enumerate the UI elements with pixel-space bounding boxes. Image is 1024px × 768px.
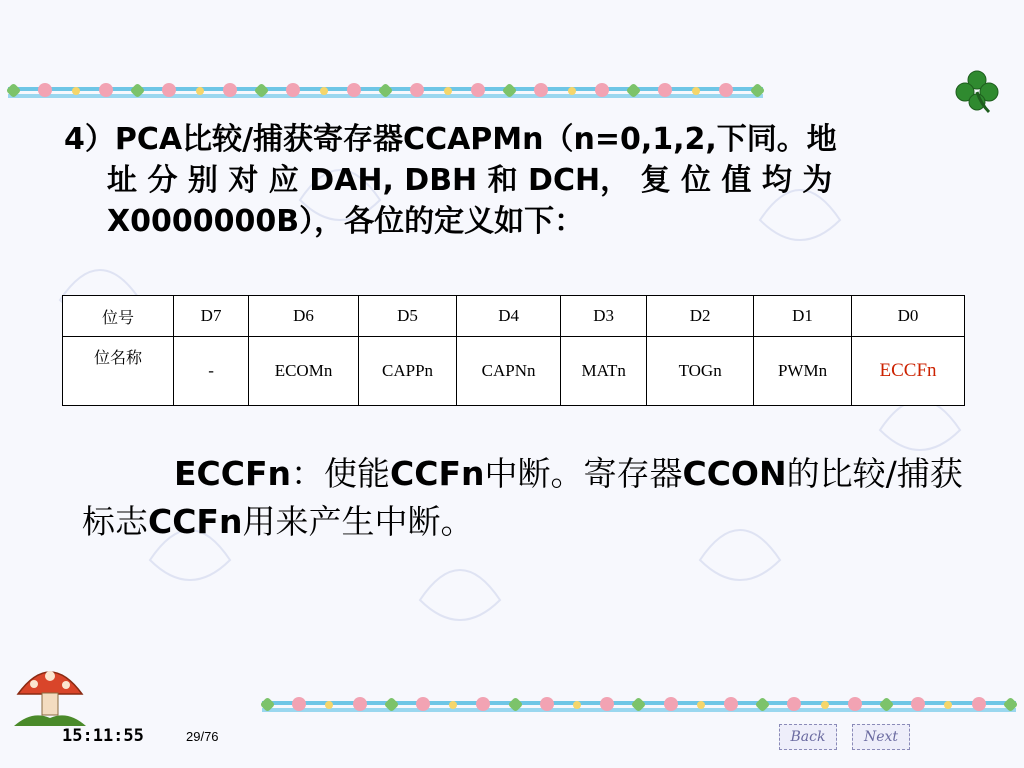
- table-cell-highlight: ECCFn: [852, 337, 965, 406]
- table-cell: D4: [457, 296, 561, 337]
- description-term: CCFn: [390, 454, 485, 493]
- back-button-label: Back: [790, 729, 826, 745]
- table-cell: D5: [359, 296, 457, 337]
- table-cell: D0: [852, 296, 965, 337]
- table-cell: D2: [647, 296, 754, 337]
- mushroom-icon: [12, 660, 88, 728]
- table-cell: ECOMn: [249, 337, 359, 406]
- table-cell: D1: [754, 296, 852, 337]
- description-term: CCON: [682, 454, 787, 493]
- table-cell: D3: [561, 296, 647, 337]
- description-text: 的比较/捕获标志: [82, 454, 963, 541]
- description-text: 中断。寄存器: [484, 454, 683, 493]
- clock-text: 15:11:55: [62, 726, 144, 746]
- next-button[interactable]: [852, 724, 910, 750]
- description-term: ECCFn: [174, 454, 292, 493]
- top-garland: [8, 80, 763, 104]
- heading-line-1: 4）PCA比较/捕获寄存器CCAPMn（n=0,1,2,下同。地: [64, 122, 837, 157]
- clover-icon: [953, 68, 1001, 116]
- table-cell: D7: [174, 296, 249, 337]
- table-cell: CAPPn: [359, 337, 457, 406]
- register-bit-table: [62, 295, 965, 406]
- table-cell: PWMn: [754, 337, 852, 406]
- description-text: 用来产生中断。: [242, 502, 474, 541]
- heading-line-2: 址 分 别 对 应 DAH, DBH 和 DCH， 复 位 值 均 为: [107, 163, 833, 198]
- table-cell: MATn: [561, 337, 647, 406]
- table-row-bit-name: [63, 337, 965, 406]
- table-cell: 位号: [63, 296, 174, 337]
- table-cell: 位名称: [63, 337, 174, 406]
- table-cell: CAPNn: [457, 337, 561, 406]
- next-button-label: Next: [863, 729, 899, 745]
- description-text: ：使能: [291, 454, 391, 493]
- page-number: 29/76: [186, 729, 219, 744]
- register-heading: [64, 119, 964, 242]
- table-cell: -: [174, 337, 249, 406]
- bit-description: [82, 450, 972, 546]
- heading-line-3: X0000000B），各位的定义如下：: [107, 204, 585, 239]
- table-row-bit-number: [63, 296, 965, 337]
- back-button[interactable]: [779, 724, 837, 750]
- description-term: CCFn: [148, 502, 243, 541]
- table-cell: D6: [249, 296, 359, 337]
- bottom-garland: [262, 694, 1016, 718]
- table-cell: TOGn: [647, 337, 754, 406]
